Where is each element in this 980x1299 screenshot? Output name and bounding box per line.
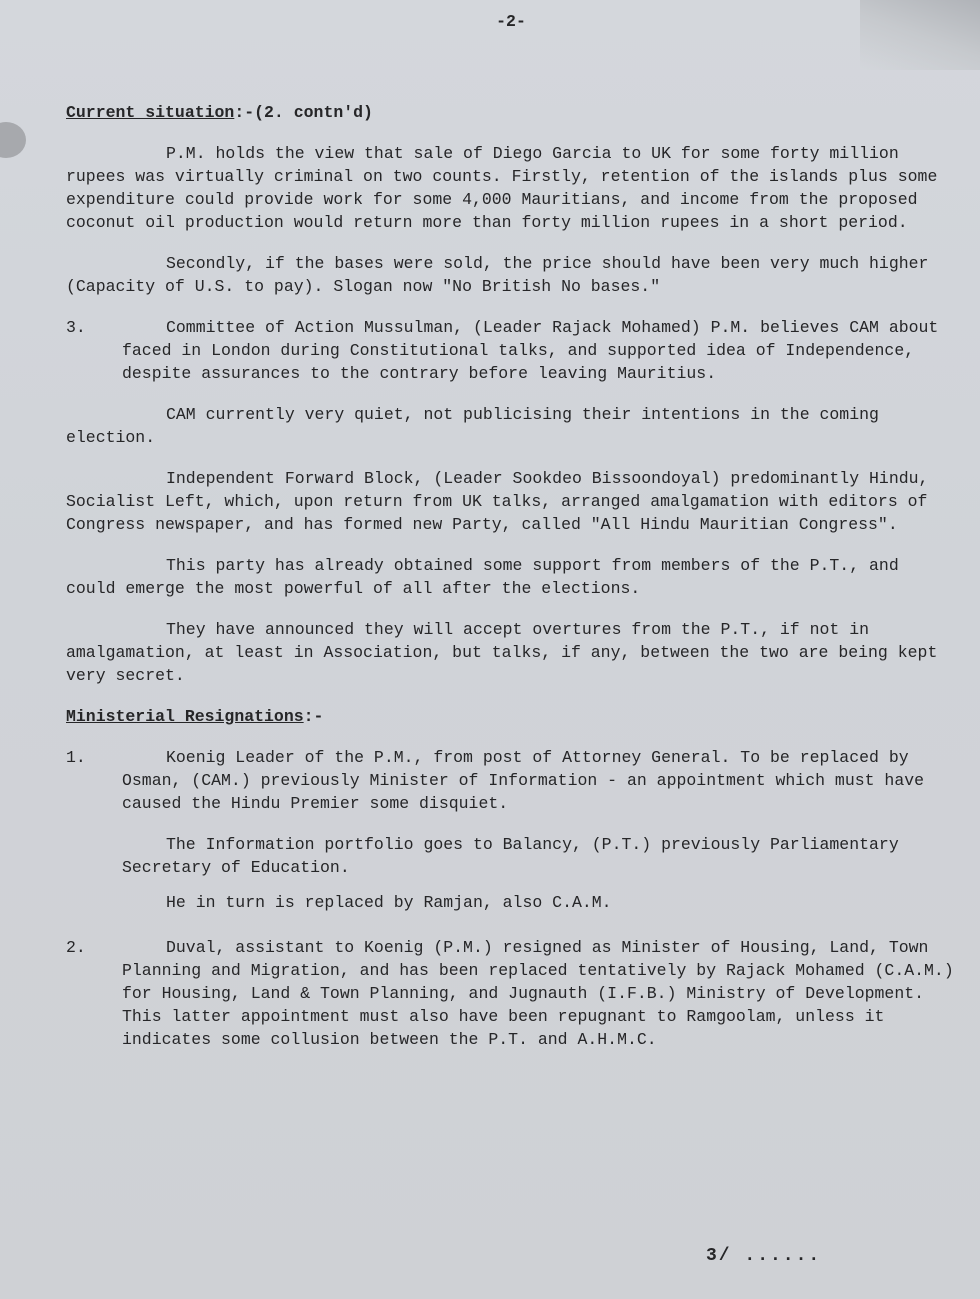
item-number: 1. [66,748,86,767]
paragraph: P.M. holds the view that sale of Diego Garcia to UK for some forty million rupees was virtually criminal on two counts. Firstly, retention of the islands plus some expenditure could provide work for some 4,000 Mauritians, and income from the proposed coconut oil production would return more than forty million rupees in a short period. [66,144,938,232]
sub-paragraph: The Information portfolio goes to Balancy, (P.T.) previously Parliamentary Secretary of Education. [122,835,899,877]
paragraph: Independent Forward Block, (Leader Sookdeo Bissoondoyal) predominantly Hindu, Socialist Left, which, upon return from UK talks, arranged amalgamation with editors of Congress newspaper, and has formed new Party, called "All Hindu Mauritian Congress". [66,469,929,534]
item-text: Duval, assistant to Koenig (P.M.) resigned as Minister of Housing, Land, Town Planning and Migration, and has been replaced tentatively by Rajack Mohamed (C.A.M.) for Housing, Land & Town Planning, and Jugnauth (I.F.B.) Ministry of Development. This latter appointment must also have been repugnant to Ramgoolam, unless it indicates some collusion between the P.T. and A.H.M.C. [122,938,954,1049]
item-text: Koenig Leader of the P.M., from post of Attorney General. To be replaced by Osman, (CAM.) previously Minister of Information - an appointment which must have caused the Hindu Premier some disquiet. [122,748,925,813]
numbered-item-2 [66,936,956,1051]
paragraph: They have announced they will accept overtures from the P.T., if not in amalgamation, at least in Association, but talks, if any, between the two are being kept very secret. [66,620,938,685]
paragraph: Secondly, if the bases were sold, the price should have been very much higher (Capacity of U.S. to pay). Slogan now "No British No bases." [66,254,929,296]
page-number: -2- [496,12,526,31]
section-heading-current-situation [66,101,956,124]
section-heading-ministerial-resignations [66,705,956,728]
heading-label: Ministerial Resignations [66,707,304,726]
item-number: 3. [66,318,86,337]
heading-suffix: :- [303,707,324,726]
sub-paragraph: He in turn is replaced by Ramjan, also C.A.M. [166,893,612,912]
item-number: 2. [66,938,86,957]
numbered-item-3 [66,316,956,385]
typed-text-body [66,10,956,1069]
paragraph: CAM currently very quiet, not publicising their intentions in the coming election. [66,405,879,447]
punch-hole [0,122,26,158]
numbered-item-1 [66,746,956,815]
heading-label: Current situation [66,103,235,122]
paragraph: This party has already obtained some support from members of the P.T., and could emerge the most powerful of all after the elections. [66,556,899,598]
heading-suffix: :-(2. contn'd) [234,103,373,122]
item-text: Committee of Action Mussulman, (Leader Rajack Mohamed) P.M. believes CAM about faced in London during Constitutional talks, and supported idea of Independence, despite assurances to the contrary before leaving Mauritius. [122,318,939,383]
catchword: 3/ ...... [706,1246,822,1266]
